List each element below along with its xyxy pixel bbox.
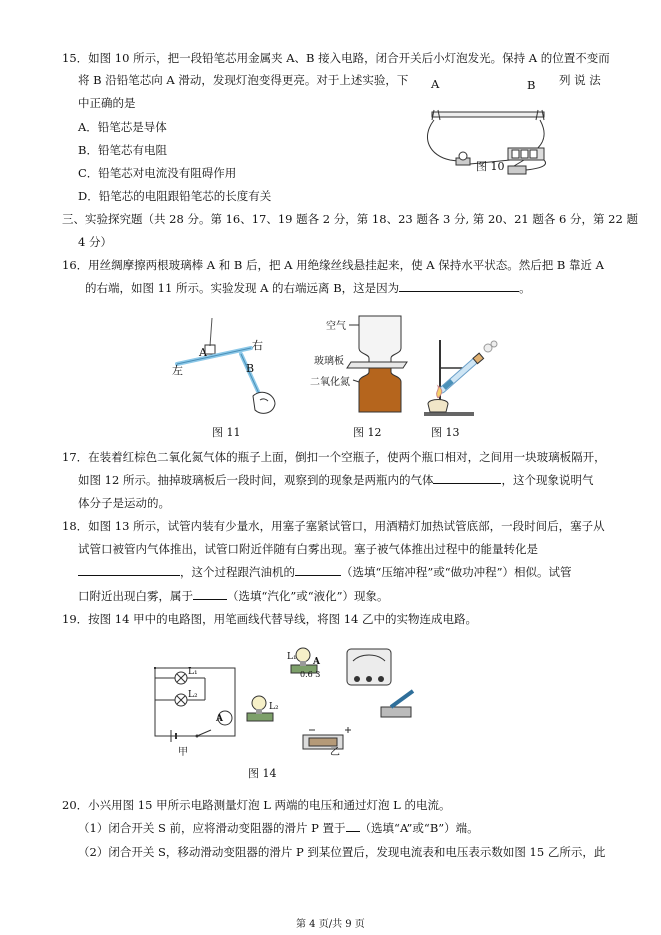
q17-line1: 17．在装着红棕色二氧化氮气体的瓶子上面，倒扣一个空瓶子，使两个瓶口相对，之间用一块玻璃板隔开，: [62, 450, 606, 464]
fig14-meter-scale: 0.6 3: [300, 670, 321, 679]
q17-line2-text: 如图 12 所示。抽掉玻璃板后一段时间，观察到的现象是两瓶内的气体: [78, 473, 434, 487]
fig11-label-a: A: [199, 346, 207, 359]
q20-sub1: [78, 821, 479, 835]
fig12-label-air: 空气: [326, 321, 346, 332]
fig11-label-b: B: [246, 362, 255, 375]
q15-line2: 将 B 沿铅笔芯向 A 滑动，发现灯泡变得更亮。对于上述实验，下: [78, 73, 409, 87]
q16-answer-blank[interactable]: [399, 291, 519, 292]
fig10-label-b: B: [527, 78, 536, 92]
q18-line1: 18．如图 13 所示，试管内装有少量水，用塞子塞紧试管口，用酒精灯加热试管底部，一段时间后，塞子从: [62, 519, 605, 533]
fig14-label-yi: 乙: [330, 747, 340, 758]
section3-line1: 三、实验探究题（共 28 分。第 16、17、19 题各 2 分，第 18、23 题各 3 分, 第 20、21 题各 6 分，第 22 题: [62, 212, 638, 226]
q18-line4: [78, 589, 389, 603]
q15-line2-tail: 列 说 法: [559, 73, 601, 87]
fig14-ammeter-symbol: A: [216, 714, 223, 724]
fig14-label-l1: L₁: [188, 667, 198, 677]
q16-line2: [85, 281, 531, 295]
fig14-phys-l1: L₁: [287, 652, 297, 662]
q15-option-b: B．铅笔芯有电阻: [78, 143, 167, 157]
q20-sub2: （2）闭合开关 S，移动滑动变阻器的滑片 P 到某位置后，发现电流表和电压表示数如图 15 乙所示，此: [78, 845, 606, 859]
q16-line1: 16．用丝绸摩擦两根玻璃棒 A 和 B 后，把 A 用绝缘丝线悬挂起来，使 A 保持水平状态。然后把 B 靠近 A: [62, 258, 604, 272]
fig14-phys-l2: L₂: [269, 702, 279, 712]
q17-line3: 体分子是运动的。: [78, 496, 170, 510]
fig10-caption: 图 10: [476, 160, 505, 173]
q18-line3-text: ，这个过程跟汽油机的: [180, 565, 295, 579]
fig13-test-tube: [422, 330, 502, 420]
fig14-caption: 图 14: [248, 767, 277, 780]
q20-sub1-tail: （选填“A”或“B”）端。: [359, 821, 479, 835]
fig11-label-right: 右: [252, 339, 263, 352]
q15-line3: 中正确的是: [78, 96, 136, 110]
q18-line4-text: 口附近出现白雾，属于: [78, 589, 193, 603]
page-footer: 第 4 页/共 9 页: [296, 919, 365, 930]
fig14-label-l2: L₂: [188, 690, 198, 700]
fig11-caption: 图 11: [212, 426, 241, 439]
fig12-label-glass: 玻璃板: [314, 356, 344, 367]
q20-line1: 20．小兴用图 15 甲所示电路测量灯泡 L 两端的电压和通过灯泡 L 的电流。: [62, 798, 451, 812]
fig14-meter-a: A: [313, 657, 320, 667]
q15-option-c: C．铅笔芯对电流没有阻碍作用: [78, 166, 237, 180]
q16-line2-end: 。: [519, 281, 531, 295]
q18-line2: 试管口被管内气体推出，试管口附近伴随有白雾出现。塞子被气体推出过程中的能量转化是: [78, 542, 538, 556]
q15-line1: 15．如图 10 所示，把一段铅笔芯用金属夹 A、B 接入电路，闭合开关后小灯泡发光。保持 A 的位置不变而: [62, 51, 610, 65]
q19-line1: 19．按图 14 甲中的电路图，用笔画线代替导线，将图 14 乙中的实物连成电路。: [62, 612, 478, 626]
q18-energy-blank[interactable]: [78, 575, 180, 576]
q18-stroke-blank[interactable]: [295, 575, 341, 576]
fig13-caption: 图 13: [431, 426, 460, 439]
q18-line4-tail: （选填“汽化”或“液化”）现象。: [227, 589, 389, 603]
fig14-label-jia: 甲: [178, 747, 188, 758]
q18-line3-tail: （选填“压缩冲程”或“做功冲程”）相似。试管: [341, 565, 572, 579]
fig12-bottles: [345, 310, 415, 420]
q20-sub1-text: （1）闭合开关 S 前，应将滑动变阻器的滑片 P 置于: [78, 821, 346, 835]
fig11-glass-rods: [165, 318, 290, 418]
q15-option-d: D．铅笔芯的电阻跟铅笔芯的长度有关: [78, 189, 272, 203]
fig12-caption: 图 12: [353, 426, 382, 439]
q17-line2: [78, 473, 593, 487]
fig10-label-a: A: [431, 77, 440, 91]
q16-line2-text: 的右端，如图 11 所示。实验发现 A 的右端远离 B，这是因为: [85, 281, 400, 295]
fig12-label-no2: 二氧化氮: [310, 377, 350, 388]
q17-line2-tail: ，这个现象说明气: [501, 473, 594, 487]
section3-line2: 4 分）: [78, 235, 112, 249]
q18-phase-blank[interactable]: [193, 599, 227, 600]
q18-line3: [78, 565, 572, 579]
q17-answer-blank[interactable]: [433, 483, 501, 484]
fig11-label-left: 左: [172, 364, 183, 377]
q15-option-a: A．铅笔芯是导体: [78, 120, 167, 134]
q20-sub1-blank[interactable]: [346, 831, 360, 832]
